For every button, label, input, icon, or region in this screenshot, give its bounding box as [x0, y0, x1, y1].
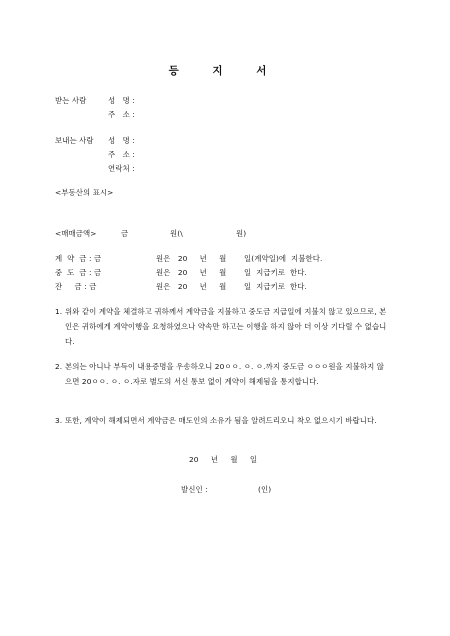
sender-signature-label: 발신인 :	[181, 485, 208, 494]
property-heading: <부동산의 표시>	[55, 188, 114, 197]
payment-deposit-label: 계 약 금 : 금	[55, 254, 102, 263]
sender-seal: (인)	[258, 485, 272, 494]
payment-deposit-tail: 일(계약일)에 지불한다.	[244, 254, 323, 263]
sale-price-gold: 금	[121, 229, 129, 238]
recipient-address-label: 주 소 :	[108, 110, 135, 119]
sale-price-won: 원(\	[170, 229, 183, 238]
payment-interim-tail: 일 지급키로 한다.	[244, 268, 307, 277]
payment-balance-label: 잔 금 : 금	[55, 282, 97, 291]
payment-balance-tail: 일 지급키로 한다.	[244, 282, 307, 291]
payment-balance-date: 원은 20 년 월	[156, 282, 227, 291]
sender-contact-label: 연락처 :	[108, 164, 135, 173]
clause-2-number: 2.	[55, 362, 63, 371]
clause-1-text: 위와 같이 계약을 체결하고 귀하께서 계약금을 지불하고 중도금 지급일에 지불치 않고 있으므로, 본인은 귀하에게 계약이행을 요청하였으나 약속만 하고는 이행을 하지 않아 더 이상 기다릴 수 없습니다.	[65, 307, 387, 346]
clause-3-text: 또한, 계약이 해제되면서 계약금은 매도인의 소유가 됨을 알려드리오니 착오 없으시기 바랍니다.	[65, 416, 377, 425]
sender-address-label: 주 소 :	[108, 150, 135, 159]
recipient-label: 받는 사람	[55, 96, 87, 105]
payment-interim-label: 중 도 금 : 금	[55, 268, 102, 277]
date-line: 20 년 월 일	[189, 455, 258, 464]
clause-3-number: 3.	[55, 416, 63, 425]
sender-name-label: 성 명 :	[108, 136, 135, 145]
clause-2-text: 본의는 아니나 부득이 내용증명을 우송하오니 20ㅇㅇ. ㅇ. ㅇ.까지 중도금 ㅇㅇㅇ원을 지불하지 않으면 20ㅇㅇ. ㅇ. ㅇ.자로 별도의 서신 통보 없이 계약이 해제됨을 통지합니다.	[65, 362, 384, 386]
payment-deposit-date: 원은 20 년 월	[156, 254, 227, 263]
sale-price-won-close: 원)	[236, 229, 247, 238]
sale-price-label: <매매금액>	[55, 229, 97, 238]
recipient-name-label: 성 명 :	[108, 96, 135, 105]
payment-interim-date: 원은 20 년 월	[156, 268, 227, 277]
clause-1-number: 1.	[55, 307, 63, 316]
sender-label: 보내는 사람	[55, 136, 94, 145]
document-title: 등 지 서	[168, 65, 282, 77]
